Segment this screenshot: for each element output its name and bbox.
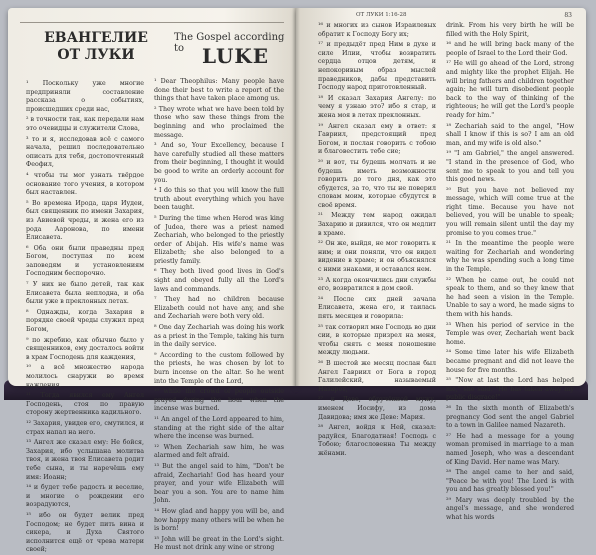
verse-paragraph: ²⁰ и вот, ты будешь молчать и не будешь иметь возможности говорить до того дня, как это сбудется, за то, что ты не поверил словам моим, которые сбудутся в своё время. bbox=[318, 158, 436, 209]
verse-paragraph: ¹⁷ He will go ahead of the Lord, strong and mighty like the prophet Elijah. He will bring fathers and children together again; he will turn disobedient people back to the way of thinking of the righteous; he will get the Lord's people ready for him." bbox=[446, 60, 574, 119]
verse-paragraph: ¹⁰ while the crowd of people outside prayed during the hour when the incense was burned. bbox=[154, 388, 284, 413]
verse-paragraph: ¹⁴ и будет тебе радость и веселие, и многие о рождении его возрадуются, bbox=[26, 484, 144, 509]
verse-paragraph: ²⁶ In the sixth month of Elizabeth's pregnancy God sent the angel Gabriel to a town in Galilee named Nazareth. bbox=[446, 404, 574, 430]
russian-title-line2: ОТ ЛУКИ bbox=[57, 47, 135, 63]
verse-paragraph: ⁸ Однажды, когда Захария в порядке своей чреды служил пред Богом, bbox=[26, 308, 144, 334]
verse-paragraph: ²¹ In the meantime the people were waiting for Zechariah and wondering why he was spending such a long time in the Temple. bbox=[446, 240, 574, 274]
verse-paragraph: ¹⁶ и многих из сынов Израилевых обратит к Господу Богу их; bbox=[318, 22, 436, 38]
top-rule bbox=[20, 22, 284, 23]
verse-paragraph: ¹² When Zechariah saw him, he was alarmed and felt afraid. bbox=[154, 443, 284, 460]
verse-paragraph: ⁴ I do this so that you will know the full truth about everything which you have been taught. bbox=[154, 187, 284, 212]
verse-paragraph: ⁸ One day Zechariah was doing his work as a priest in the Temple, taking his turn in the daily service. bbox=[154, 324, 285, 349]
verse-paragraph: ²⁷ к Деве, обручённой мужу, именем Иосифу, из дома Давидова; имя же Деве: Мария. bbox=[318, 396, 436, 421]
verse-paragraph: ⁵ Во времена Ирода, царя Иудеи, был священник по имени Захария, из Авиевой чреды, и жена его из рода Ааронова, по имени Елисавета. bbox=[26, 199, 144, 242]
right-page bbox=[296, 8, 586, 522]
verse-paragraph: ⁶ They both lived good lives in God's sight and obeyed fully all the Lord's laws and commands. bbox=[154, 268, 284, 293]
verse-paragraph: ²⁴ После сих дней зачала Елисавета, жена его, и таилась пять месяцев и говорила: bbox=[318, 295, 436, 320]
book-gutter bbox=[292, 8, 300, 386]
verse-paragraph: ¹⁷ и предыдёт пред Ним в духе и силе Илии, чтобы возвратить сердца отцов детям, и непокоривым образ мыслей праведников, дабы представить Господу народ приготовленный. bbox=[318, 41, 436, 92]
verse-paragraph: ⁶ Оба они были праведны пред Богом, поступая по всем заповедям и установлениям Господним беспорочно. bbox=[26, 244, 144, 278]
verse-paragraph: ¹ Dear Theophilus: Many people have done their best to write a report of the things that have taken place among us. bbox=[154, 78, 284, 103]
verse-paragraph: ² They wrote what we have been told by those who saw these things from the beginning and who proclaimed the message. bbox=[154, 105, 284, 139]
verse-paragraph: ¹ Поскольку уже многие предприняли составление рассказа о событиях, происшедших среди нас, bbox=[26, 80, 144, 113]
verse-paragraph: ¹⁸ И сказал Захария Ангелу: по чему я узнаю это? ибо я стар, и жена моя в летах преклонных. bbox=[318, 94, 436, 119]
verse-paragraph: ¹³ But the angel said to him, "Don't be afraid, Zechariah! God has heard your prayer, and your wife Elizabeth will bear you a son. You are to name him John. bbox=[154, 462, 284, 505]
verse-paragraph: ⁹ According to the custom followed by the priests, he was chosen by lot to burn incense on the altar. So he went into the Temple of the Lord, bbox=[154, 351, 284, 385]
verse-paragraph: ⁷ У них не было детей, так как Елисавета была неплодна, и оба были уже в преклонных летах. bbox=[26, 281, 144, 306]
verse-paragraph: ¹¹ An angel of the Lord appeared to him, standing at the right side of the altar where the incense was burned. bbox=[154, 415, 284, 441]
english-text-column bbox=[154, 78, 285, 552]
verse-paragraph: ¹⁴ How glad and happy you will be, and how happy many others will be when he is born! bbox=[154, 507, 284, 533]
verse-paragraph: ¹¹ Тогда явился ему Ангел Господень, стоя по правую сторону жертвенника кадильного. bbox=[26, 392, 144, 417]
verse-paragraph: ⁴ чтобы ты мог узнать твёрдое основание того учения, в котором был наставлен. bbox=[26, 171, 144, 197]
verse-paragraph: ²⁵ так сотворил мне Господь во дни сии, в которые призрел на меня, чтобы снять с меня поношение между людьми. bbox=[318, 323, 436, 357]
verse-paragraph: ¹⁸ Zechariah said to the angel, "How shall I know if this is so? I am an old man, and my wife is old also." bbox=[446, 122, 574, 147]
verse-paragraph: ¹² Захария, увидев его, смутился, и страх напал на него. bbox=[26, 419, 144, 436]
verse-paragraph: ²⁶ В шестой же месяц послан был Ангел Гавриил от Бога в город Галилейский, называемый Назарет, bbox=[318, 359, 436, 393]
left-page bbox=[8, 8, 296, 554]
verse-paragraph: ¹³ Ангел же сказал ему: Не бойся, Захария, ибо услышана молитва твоя, и жена твоя Елисавета родит тебе сына, и ты наречёшь ему имя: Иоанн; bbox=[26, 439, 144, 481]
verse-paragraph: ² в точности так, как передали нам это очевидцы и служители Слова, bbox=[26, 116, 144, 132]
verse-paragraph: ¹⁹ Ангел сказал ему в ответ: я Гавриил, предстоящий пред Богом, и послан говорить с тобою и благовестить тебе сие; bbox=[318, 122, 436, 156]
russian-text-column bbox=[26, 80, 144, 554]
verse-paragraph: ³ то и я, исследовав всё с самого начала, решил последовательно описать для тебя, достопочтенный Феофил, bbox=[26, 135, 144, 169]
verse-paragraph: ²⁷ He had a message for a young woman promised in marriage to a man named Joseph, who was a descendant of King David. Her name was Mary. bbox=[446, 432, 574, 466]
verse-paragraph: ²⁵ "Now at last the Lord has helped me," she said. "He has taken away my public disgrace!" bbox=[446, 377, 574, 402]
russian-text-column bbox=[318, 22, 436, 457]
running-head: ОТ ЛУКИ 1:16-28 bbox=[356, 12, 407, 18]
verse-paragraph: ²³ А когда окончились дни службы его, возвратился в дом свой. bbox=[318, 276, 436, 293]
verse-paragraph: ²⁸ The angel came to her and said, "Peace be with you! The Lord is with you and has greatly blessed you!" bbox=[446, 469, 574, 494]
verse-paragraph: ³ And so, Your Excellency, because I have carefully studied all these matters from their beginning, I thought it would be good to write an orderly account for you. bbox=[154, 142, 284, 184]
english-title: LUKE bbox=[202, 44, 270, 68]
verse-paragraph: ²⁸ Ангел, войдя к Ней, сказал: радуйся, Благодатная! Господь с Тобою; благословенна Ты между жёнами. bbox=[318, 424, 436, 457]
verse-paragraph: drink. From his very birth he will be filled with the Holy Spirit, bbox=[446, 22, 574, 38]
russian-title-line1: ЕВАНГЕЛИЕ bbox=[44, 30, 148, 46]
verse-paragraph: ¹⁶ and he will bring back many of the people of Israel to the Lord their God. bbox=[446, 41, 574, 57]
verse-paragraph: ¹⁵ John will be great in the Lord's sight. He must not drink any wine or strong bbox=[154, 535, 284, 552]
english-subtitle: The Gospel according to bbox=[174, 32, 285, 54]
verse-paragraph: ²¹ Между тем народ ожидал Захарию и дивился, что он медлит в храме. bbox=[318, 212, 436, 237]
russian-title bbox=[36, 30, 156, 64]
verse-paragraph: ⁹ по жребию, как обычно было у священников, ему досталось войти в храм Господень для каждения, bbox=[26, 336, 144, 361]
verse-paragraph: ²² Он же, выйдя, не мог говорить к ним; и они поняли, что он видел видение в храме; и он объяснялся с ними знаками, и оставался нем. bbox=[318, 240, 436, 274]
page-number: 83 bbox=[564, 12, 572, 19]
verse-paragraph: ²² When he came out, he could not speak to them, and so they knew that he had seen a vision in the Temple. Unable to say a word, he made signs to them with his hands. bbox=[446, 276, 574, 318]
verse-paragraph: ²⁰ But you have not believed my message, which will come true at the right time. Because you have not believed, you will be unable to speak; you will remain silent until the day my promise to you comes true." bbox=[446, 186, 574, 237]
verse-paragraph: ⁵ During the time when Herod was king of Judea, there was a priest named Zechariah, who belonged to the priestly order of Abijah. His wife's name was Elizabeth; she also belonged to a priestly family. bbox=[154, 214, 284, 265]
verse-paragraph: ⁷ They had no children because Elizabeth could not have any, and she and Zechariah were both very old. bbox=[154, 296, 284, 321]
verse-paragraph: ²⁹ Mary was deeply troubled by the angel's message, and she wondered what his words bbox=[446, 496, 574, 522]
verse-paragraph: ¹⁵ ибо он будет велик пред Господом; не будет пить вина и сикера, и Духа Святого исполнится ещё от чрева матери своей; bbox=[26, 511, 144, 554]
verse-paragraph: ¹⁹ "I am Gabriel," the angel answered. "I stand in the presence of God, who sent me to speak to you and tell you this good news. bbox=[446, 150, 574, 184]
verse-paragraph: ²³ When his period of service in the Temple was over, Zechariah went back home. bbox=[446, 321, 574, 346]
verse-paragraph: ²⁴ Some time later his wife Elizabeth became pregnant and did not leave the house for five months. bbox=[446, 349, 574, 374]
english-text-column bbox=[446, 22, 574, 522]
verse-paragraph: ¹⁰ а всё множество народа молилось снаружи во время каждения. bbox=[26, 364, 144, 389]
